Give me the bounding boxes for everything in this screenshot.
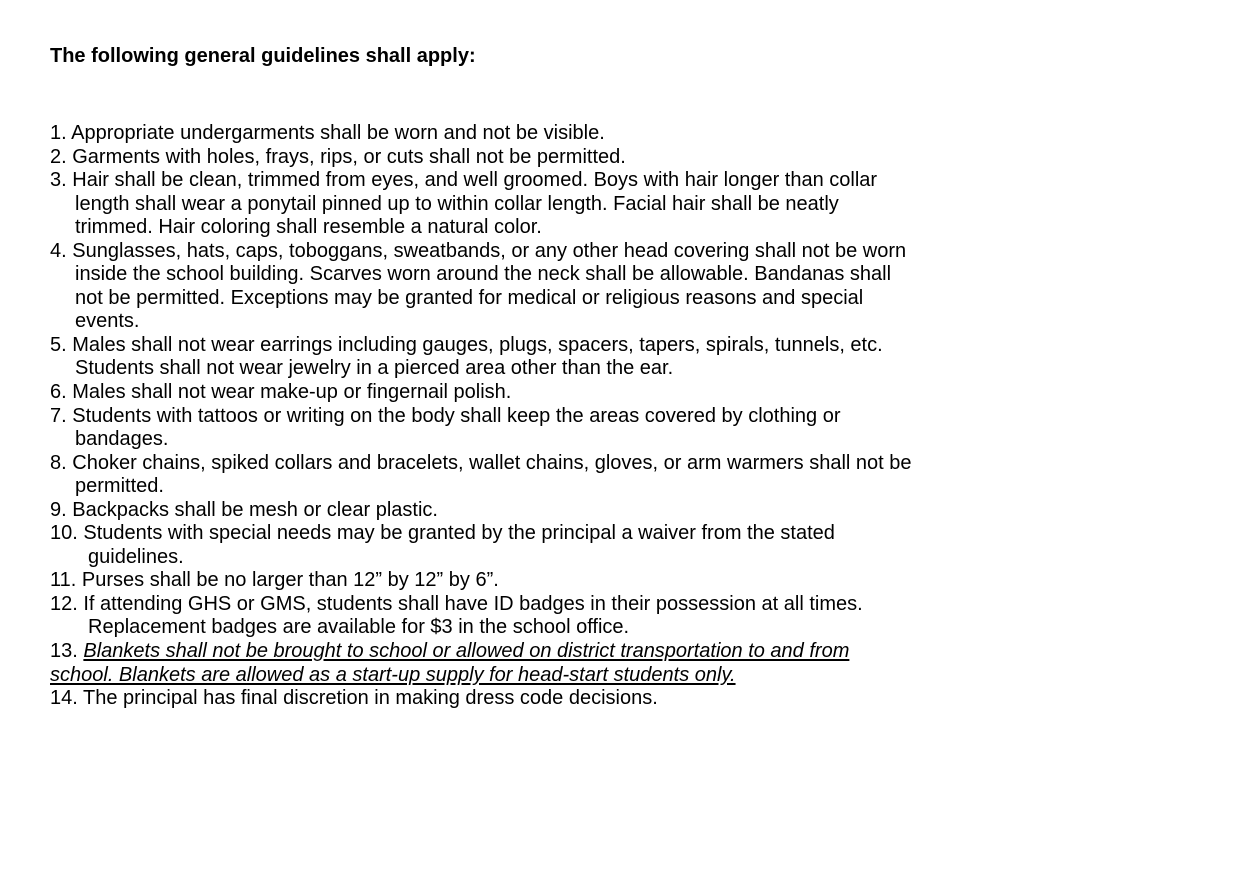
item-number: 6. [50,381,67,404]
item-number: 1. [50,122,67,144]
item-continuation-line: trimmed. Hair coloring shall resemble a natural color. [75,216,542,239]
guidelines-heading: The following general guidelines shall apply: [50,45,476,67]
item-text: Males shall not wear make-up or fingernail polish. [72,381,512,404]
item-number: 12. [50,592,78,615]
list-item-11 [50,569,1250,593]
item-text: Purses shall be no larger than 12” by 12” by 6”. [81,569,499,592]
list-item-10 [50,522,1250,546]
item-number: 11. [50,569,77,592]
list-item-2 [50,146,1250,170]
item-text: Students with tattoos or writing on the body shall keep the areas covered by clothing or [72,404,841,427]
list-item-1 [50,122,1250,146]
list-item-13 [50,640,1250,664]
item-number: 7. [50,404,67,427]
item-text: Garments with holes, frays, rips, or cuts shall not be permitted. [72,145,626,168]
item-text: Sunglasses, hats, caps, toboggans, sweatbands, or any other head covering shall not be worn [72,239,907,262]
item-continuation-line: Students shall not wear jewelry in a pierced area other than the ear. [75,357,674,380]
item-text: Backpacks shall be mesh or clear plastic. [72,498,438,521]
item-continuation-line: not be permitted. Exceptions may be granted for medical or religious reasons and special [75,286,864,309]
guidelines-list [50,122,1250,711]
item-number: 13. [50,640,78,663]
item-continuation-line [50,664,1250,688]
item-continuation-line: inside the school building. Scarves worn around the neck shall be allowable. Bandanas shall [75,263,892,286]
item-continuation-line: permitted. [75,475,164,498]
item-text-emphasized: school. Blankets are allowed as a start-up supply for head-start students only. [50,663,736,686]
item-continuation-line: events. [75,310,140,333]
list-item-4 [50,240,1250,264]
item-number: 3. [50,169,67,192]
item-number: 8. [50,451,67,474]
item-text: Appropriate undergarments shall be worn and not be visible. [71,122,605,144]
list-item-12 [50,593,1250,617]
item-text-emphasized: Blankets shall not be brought to school or allowed on district transportation to and from [83,640,850,663]
item-text: Males shall not wear earrings including gauges, plugs, spacers, tapers, spirals, tunnels, etc. [72,333,883,356]
item-number: 5. [50,333,67,356]
item-text: If attending GHS or GMS, students shall have ID badges in their possession at all times. [83,592,863,615]
item-continuation-line: length shall wear a ponytail pinned up to within collar length. Facial hair shall be neatly [75,192,839,215]
item-continuation-line: bandages. [75,428,169,451]
item-number: 10. [50,522,78,545]
list-item-14 [50,687,1250,711]
item-text: Students with special needs may be granted by the principal a waiver from the stated [83,522,835,545]
item-number: 14. [50,687,78,710]
item-text: Hair shall be clean, trimmed from eyes, and well groomed. Boys with hair longer than collar [72,169,878,192]
list-item-3 [50,169,1250,193]
list-item-5 [50,334,1250,358]
item-number: 2. [50,145,67,168]
list-item-6 [50,381,1250,405]
item-text: The principal has final discretion in making dress code decisions. [83,687,658,710]
list-item-9 [50,499,1250,523]
item-continuation-line: Replacement badges are available for $3 in the school office. [88,616,630,639]
item-number: 9. [50,498,67,521]
item-text: Choker chains, spiked collars and bracelets, wallet chains, gloves, or arm warmers shall not be [72,451,912,474]
list-item-8 [50,452,1250,476]
list-item-7 [50,405,1250,429]
item-continuation-line: guidelines. [88,545,184,568]
item-number: 4. [50,239,67,262]
